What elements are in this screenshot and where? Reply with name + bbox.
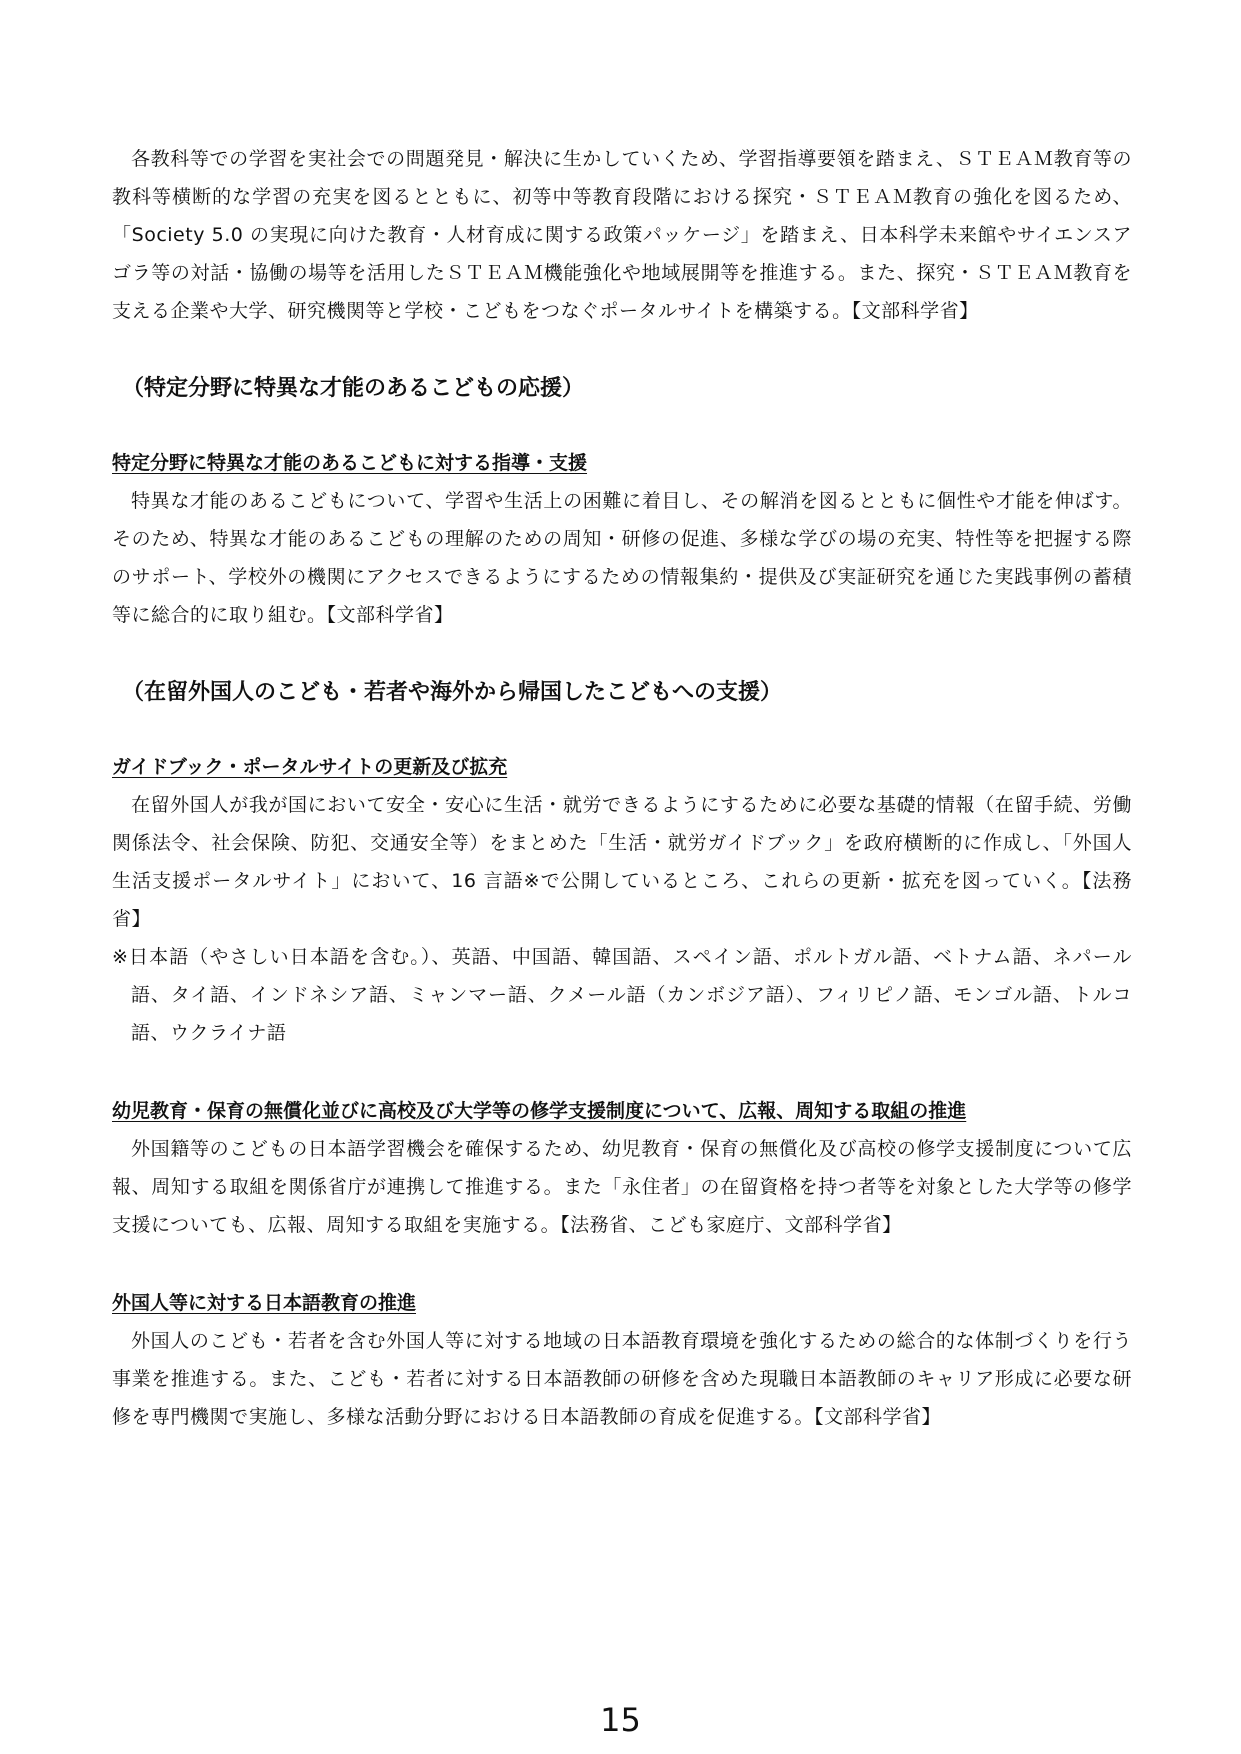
intro-paragraph: 各教科等での学習を実社会での問題発見・解決に生かしていくため、学習指導要領を踏まえ、ＳＴＥＡＭ教育等の教科等横断的な学習の充実を図るとともに、初等中等教育段階における探究・ＳＴＥＡＭ教育の強化を図るため、「Society 5.0 の実現に向けた教育・人材育成に関する政策パッケージ」を踏まえ、日本科学未来館やサイエンスアゴラ等の対話・協働の場等を活用したＳＴＥＡＭ機能強化や地域展開等を推進する。また、探究・ＳＴＥＡＭ教育を支える企業や大学、研究機関等と学校・こどもをつなぐポータルサイトを構築する。【文部科学省】 (112, 148, 1132, 322)
item-title-tuition-support: 幼児教育・保育の無償化並びに高校及び大学等の修学支援制度について、広報、周知する取組の推進 (112, 1100, 967, 1122)
item-title-gifted-guidance: 特定分野に特異な才能のあるこどもに対する指導・支援 (112, 452, 588, 474)
spacer (112, 712, 1132, 748)
item-body-japanese-education: 外国人のこども・若者を含む外国人等に対する地域の日本語教育環境を強化するための総合的な体制づくりを行う事業を推進する。また、こども・若者に対する日本語教師の研修を含めた現職日本語教師のキャリア形成に必要な研修を専門機関で実施し、多様な活動分野における日本語教師の育成を促進する。【文部科学省】 (112, 1330, 1132, 1428)
section-heading-foreign-residents: （在留外国人のこども・若者や海外から帰国したこどもへの支援） (122, 680, 783, 705)
item-body-gifted-guidance: 特異な才能のあるこどもについて、学習や生活上の困難に着目し、その解消を図るとともに個性や才能を伸ばす。そのため、特異な才能のあるこどもの理解のための周知・研修の促進、多様な学びの場の充実、特性等を把握する際のサポート、学校外の機関にアクセスできるようにするための情報集約・提供及び実証研究を通じた実践事例の蓄積等に総合的に取り組む。【文部科学省】 (112, 490, 1132, 626)
spacer (112, 634, 1132, 674)
item-body-guidebook-portal: 在留外国人が我が国において安全・安心に生活・就労できるようにするために必要な基礎的情報（在留手続、労働関係法令、社会保険、防犯、交通安全等）をまとめた「生活・就労ガイドブック」を政府横断的に作成し、「外国人生活支援ポータルサイト」において、16 言語※で公開しているところ、これらの更新・拡充を図っていく。【法務省】 (112, 794, 1132, 930)
spacer (112, 408, 1132, 444)
spacer (112, 1244, 1132, 1284)
item-title-guidebook-portal: ガイドブック・ポータルサイトの更新及び拡充 (112, 756, 508, 778)
languages-note: ※日本語（やさしい日本語を含む。）、英語、中国語、韓国語、スペイン語、ポルトガル語、ベトナム語、ネパール語、タイ語、インドネシア語、ミャンマー語、クメール語（カンボジア語）、フィリピノ語、モンゴル語、トルコ語、ウクライナ語 (112, 946, 1132, 1044)
item-body-tuition-support: 外国籍等のこどもの日本語学習機会を確保するため、幼児教育・保育の無償化及び高校の修学支援制度について広報、周知する取組を関係省庁が連携して推進する。また「永住者」の在留資格を持つ者等を対象とした大学等の修学支援についても、広報、周知する取組を実施する。【法務省、こども家庭庁、文部科学省】 (112, 1138, 1132, 1236)
item-title-japanese-education: 外国人等に対する日本語教育の推進 (112, 1292, 417, 1314)
spacer (112, 330, 1132, 370)
page-number: 15 (600, 1701, 641, 1739)
section-heading-gifted-children: （特定分野に特異な才能のあるこどもの応援） (122, 376, 585, 401)
spacer (112, 1052, 1132, 1092)
document-body (112, 140, 1132, 1436)
